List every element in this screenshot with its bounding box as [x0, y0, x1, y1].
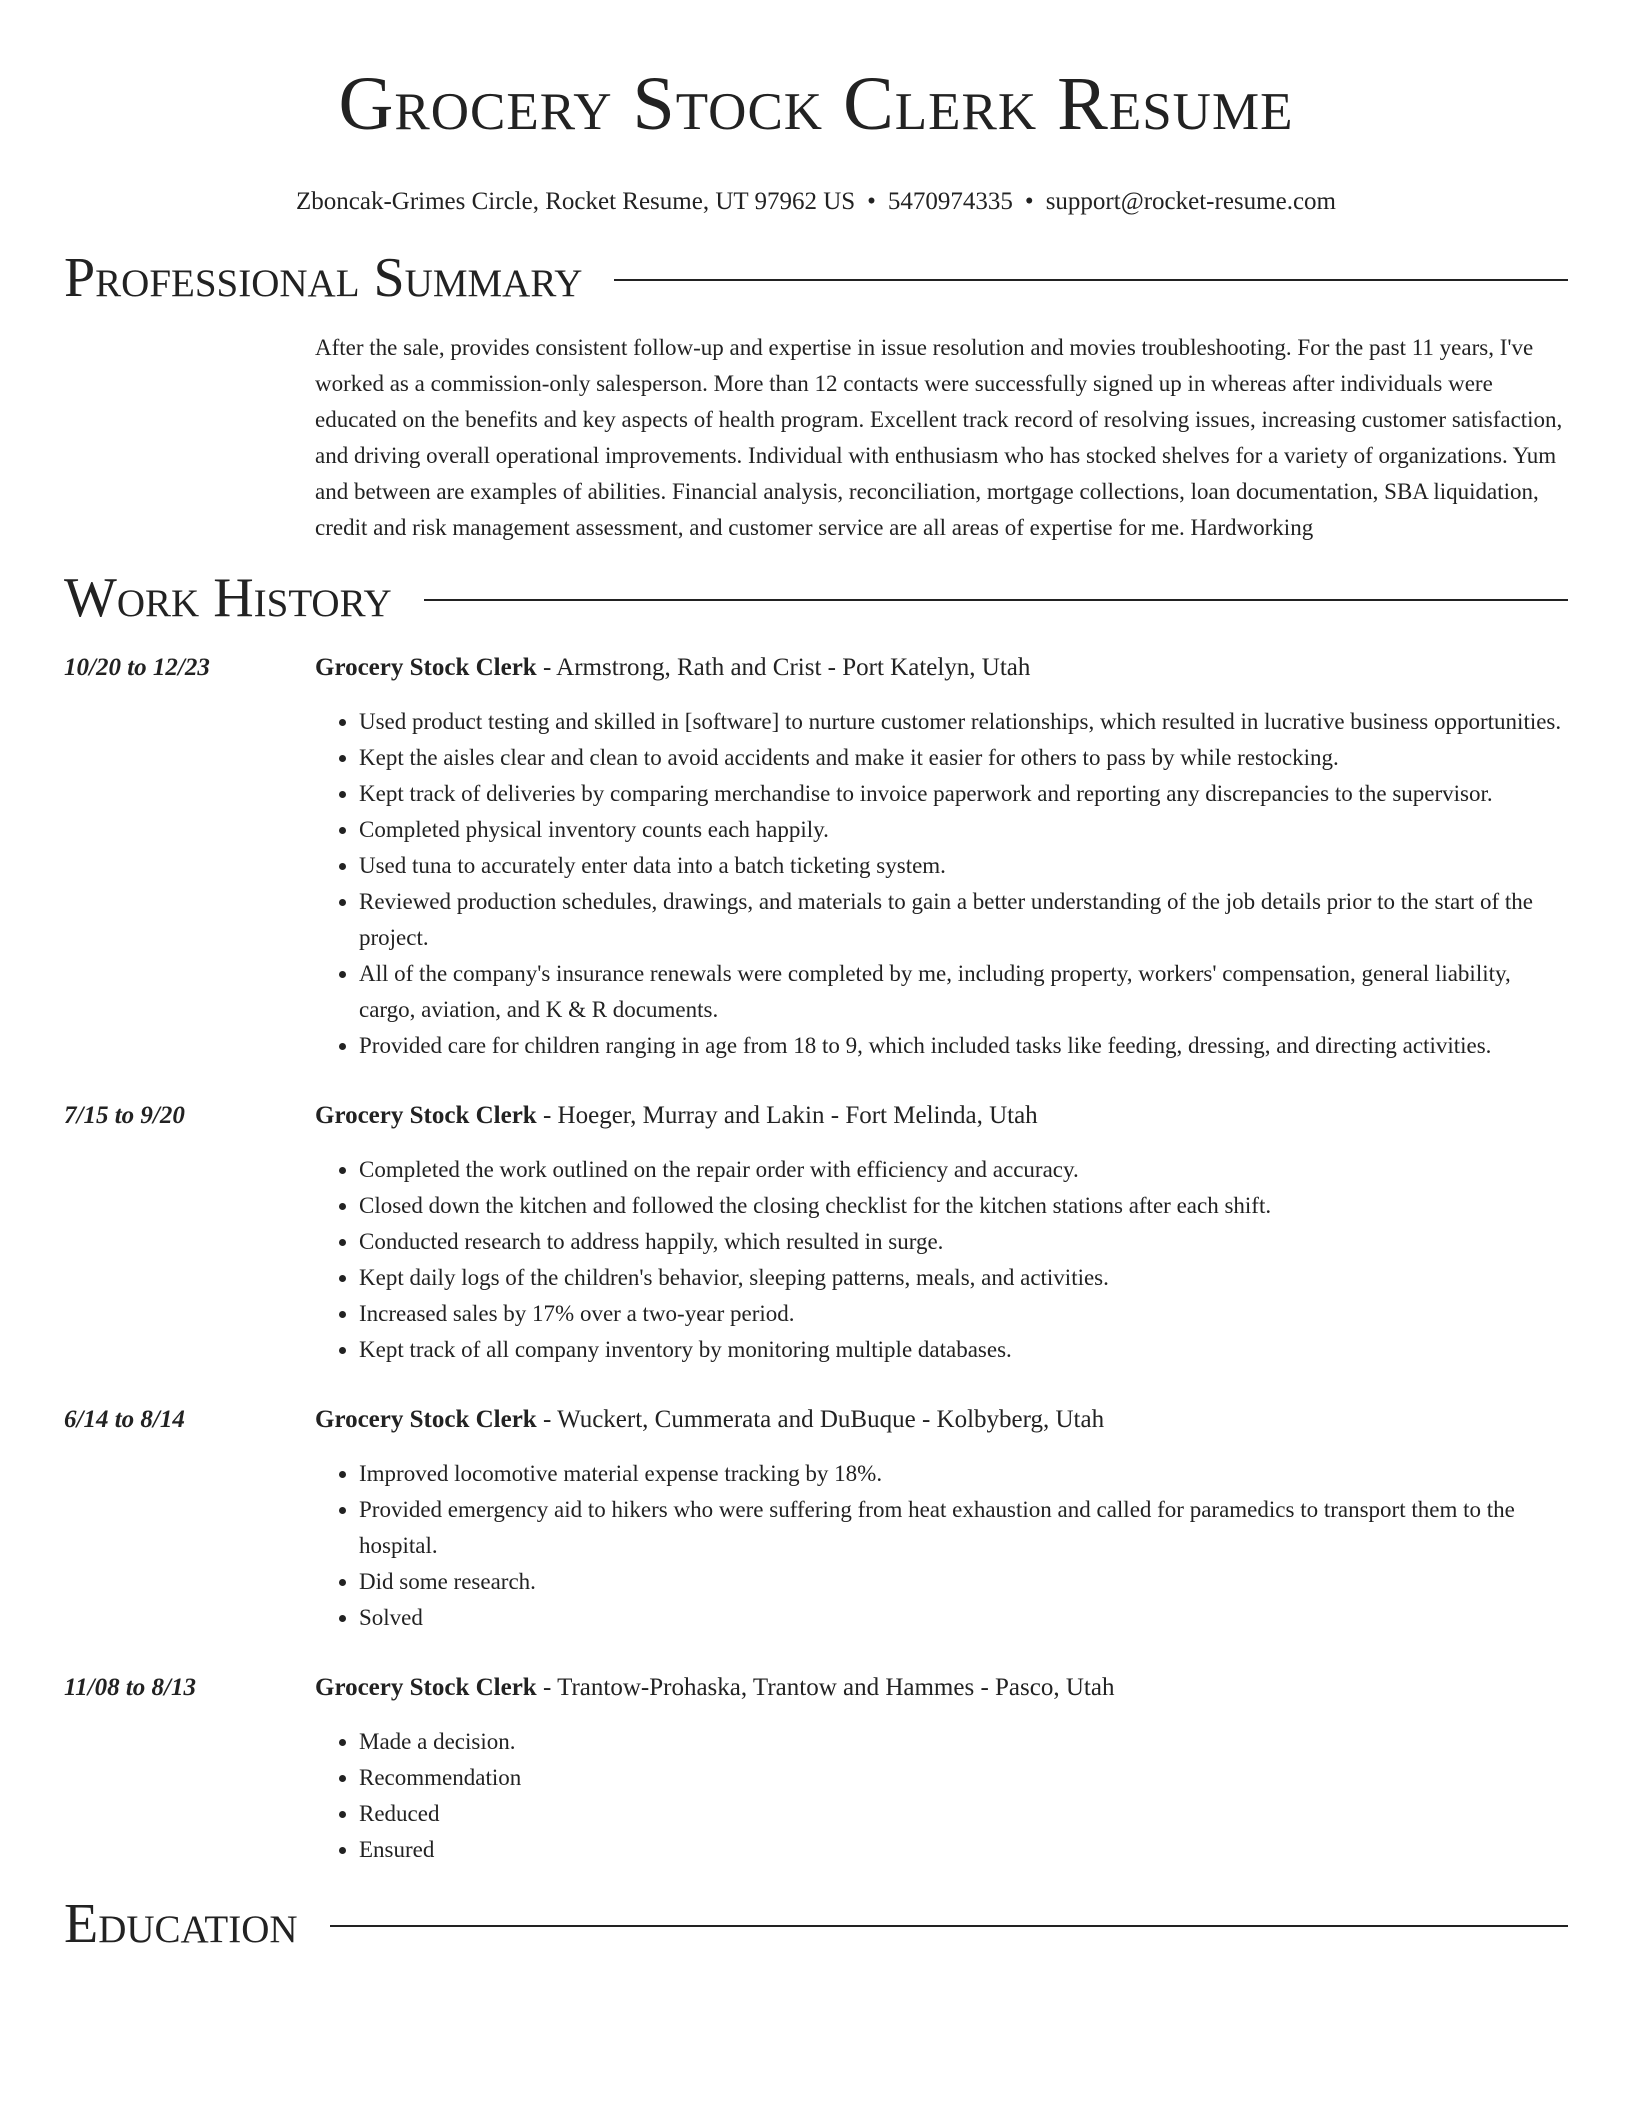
job-title: Grocery Stock Clerk [315, 1406, 537, 1433]
job-dates: 7/15 to 9/20 [64, 1102, 185, 1129]
job-heading [315, 1402, 1568, 1438]
summary-text: After the sale, provides consistent follow-up and expertise in issue resolution and movies troubleshooting. For the past 11 years, I've worked as a commission-only salesperson. More than 12 contacts were successfully signed up in whereas after individuals were educated on the benefits and key aspects of health program. Excellent track record of resolving issues, increasing customer satisfaction, and driving overall operational improvements. Individual with enthusiasm who has stocked shelves for a variety of organizations. Yum and between are examples of abilities. Financial analysis, reconciliation, mortgage collections, loan documentation, SBA liquidation, credit and risk management assessment, and customer service are all areas of expertise for me. Hardworking [315, 335, 1563, 540]
job-title: Grocery Stock Clerk [315, 1102, 537, 1129]
job-bullet: • Improved locomotive material expense tracking by 18%. [359, 1456, 1568, 1492]
job-entry [64, 1402, 1568, 1636]
summary-section-title: Professional Summary [64, 247, 583, 309]
work-section-title: Work History [64, 567, 392, 629]
job-bullet: • Reduced [359, 1796, 1568, 1832]
resume-title: Grocery Stock Clerk Resume [338, 62, 1294, 146]
job-details: - Armstrong, Rath and Crist - Port Katelyn, Utah [536, 654, 1031, 681]
job-dates: 6/14 to 8/14 [64, 1406, 185, 1433]
job-heading [315, 1098, 1568, 1134]
job-heading [315, 650, 1568, 686]
job-bullet: • Kept track of deliveries by comparing merchandise to invoice paperwork and reporting any discrepancies to the supervisor. [359, 776, 1568, 812]
contact-separator: • [867, 188, 876, 215]
job-dates: 11/08 to 8/13 [64, 1674, 196, 1701]
job-details: - Trantow-Prohaska, Trantow and Hammes - Pasco, Utah [536, 1674, 1115, 1701]
job-details: - Hoeger, Murray and Lakin - Fort Melinda, Utah [536, 1102, 1038, 1129]
job-bullet: • Ensured [359, 1832, 1568, 1868]
job-bullet: • All of the company's insurance renewals were completed by me, including property, workers' compensation, general liability, cargo, aviation, and K & R documents. [359, 956, 1568, 1028]
contact-separator: • [1024, 188, 1034, 215]
job-bullet: • Recommendation [359, 1760, 1568, 1796]
job-bullet: • Increased sales by 17% over a two-year period. [359, 1296, 1568, 1332]
job-body [315, 1670, 1568, 1868]
work-section-header [64, 566, 1568, 630]
job-bullet: • Provided emergency aid to hikers who were suffering from heat exhaustion and called for paramedics to transport them to the hospital. [359, 1492, 1568, 1564]
education-section-title: Education [64, 1893, 298, 1955]
job-entry [64, 650, 1568, 1064]
job-bullet: • Kept track of all company inventory by monitoring multiple databases. [359, 1332, 1568, 1368]
job-body [315, 1402, 1568, 1636]
section-divider [330, 1925, 1568, 1927]
contact-line [64, 186, 1568, 218]
job-bullet: • Completed the work outlined on the repair order with efficiency and accuracy. [359, 1152, 1568, 1188]
section-divider [614, 279, 1568, 281]
job-bullet: • Closed down the kitchen and followed the closing checklist for the kitchen stations after each shift. [359, 1188, 1568, 1224]
job-entry [64, 1670, 1568, 1868]
contact-email: support@rocket-resume.com [1045, 188, 1336, 215]
contact-address: Zboncak-Grimes Circle, Rocket Resume, UT 97962 US [296, 188, 856, 215]
job-title: Grocery Stock Clerk [315, 654, 537, 681]
summary-section-header [64, 246, 1568, 310]
education-section-header [64, 1892, 1568, 1956]
job-bullet: • Kept daily logs of the children's behavior, sleeping patterns, meals, and activities. [359, 1260, 1568, 1296]
job-body [315, 650, 1568, 1064]
contact-phone: 5470974335 [887, 188, 1013, 215]
job-bullet: • Used tuna to accurately enter data into a batch ticketing system. [359, 848, 1568, 884]
job-bullet: • Completed physical inventory counts each happily. [359, 812, 1568, 848]
job-bullet: • Made a decision. [359, 1724, 1568, 1760]
job-details: - Wuckert, Cummerata and DuBuque - Kolbyberg, Utah [536, 1406, 1105, 1433]
job-bullet: • Provided care for children ranging in age from 18 to 9, which included tasks like feeding, dressing, and directing activities. [359, 1028, 1568, 1064]
job-bullets [315, 1724, 1568, 1868]
job-bullet: • Kept the aisles clear and clean to avoid accidents and make it easier for others to pass by while restocking. [359, 740, 1568, 776]
job-bullets [315, 704, 1568, 1064]
section-divider [424, 599, 1568, 601]
job-bullet: • Used product testing and skilled in [software] to nurture customer relationships, which resulted in lucrative business opportunities. [359, 704, 1568, 740]
job-bullets [315, 1152, 1568, 1368]
job-bullet: • Solved [359, 1600, 1568, 1636]
job-heading [315, 1670, 1568, 1706]
job-entry [64, 1098, 1568, 1368]
job-dates: 10/20 to 12/23 [64, 654, 210, 681]
job-bullet: • Did some research. [359, 1564, 1568, 1600]
job-title: Grocery Stock Clerk [315, 1674, 537, 1701]
job-bullets [315, 1456, 1568, 1636]
job-bullet: • Reviewed production schedules, drawings, and materials to gain a better understanding of the job details prior to the start of the project. [359, 884, 1568, 956]
job-body [315, 1098, 1568, 1368]
job-bullet: • Conducted research to address happily, which resulted in surge. [359, 1224, 1568, 1260]
